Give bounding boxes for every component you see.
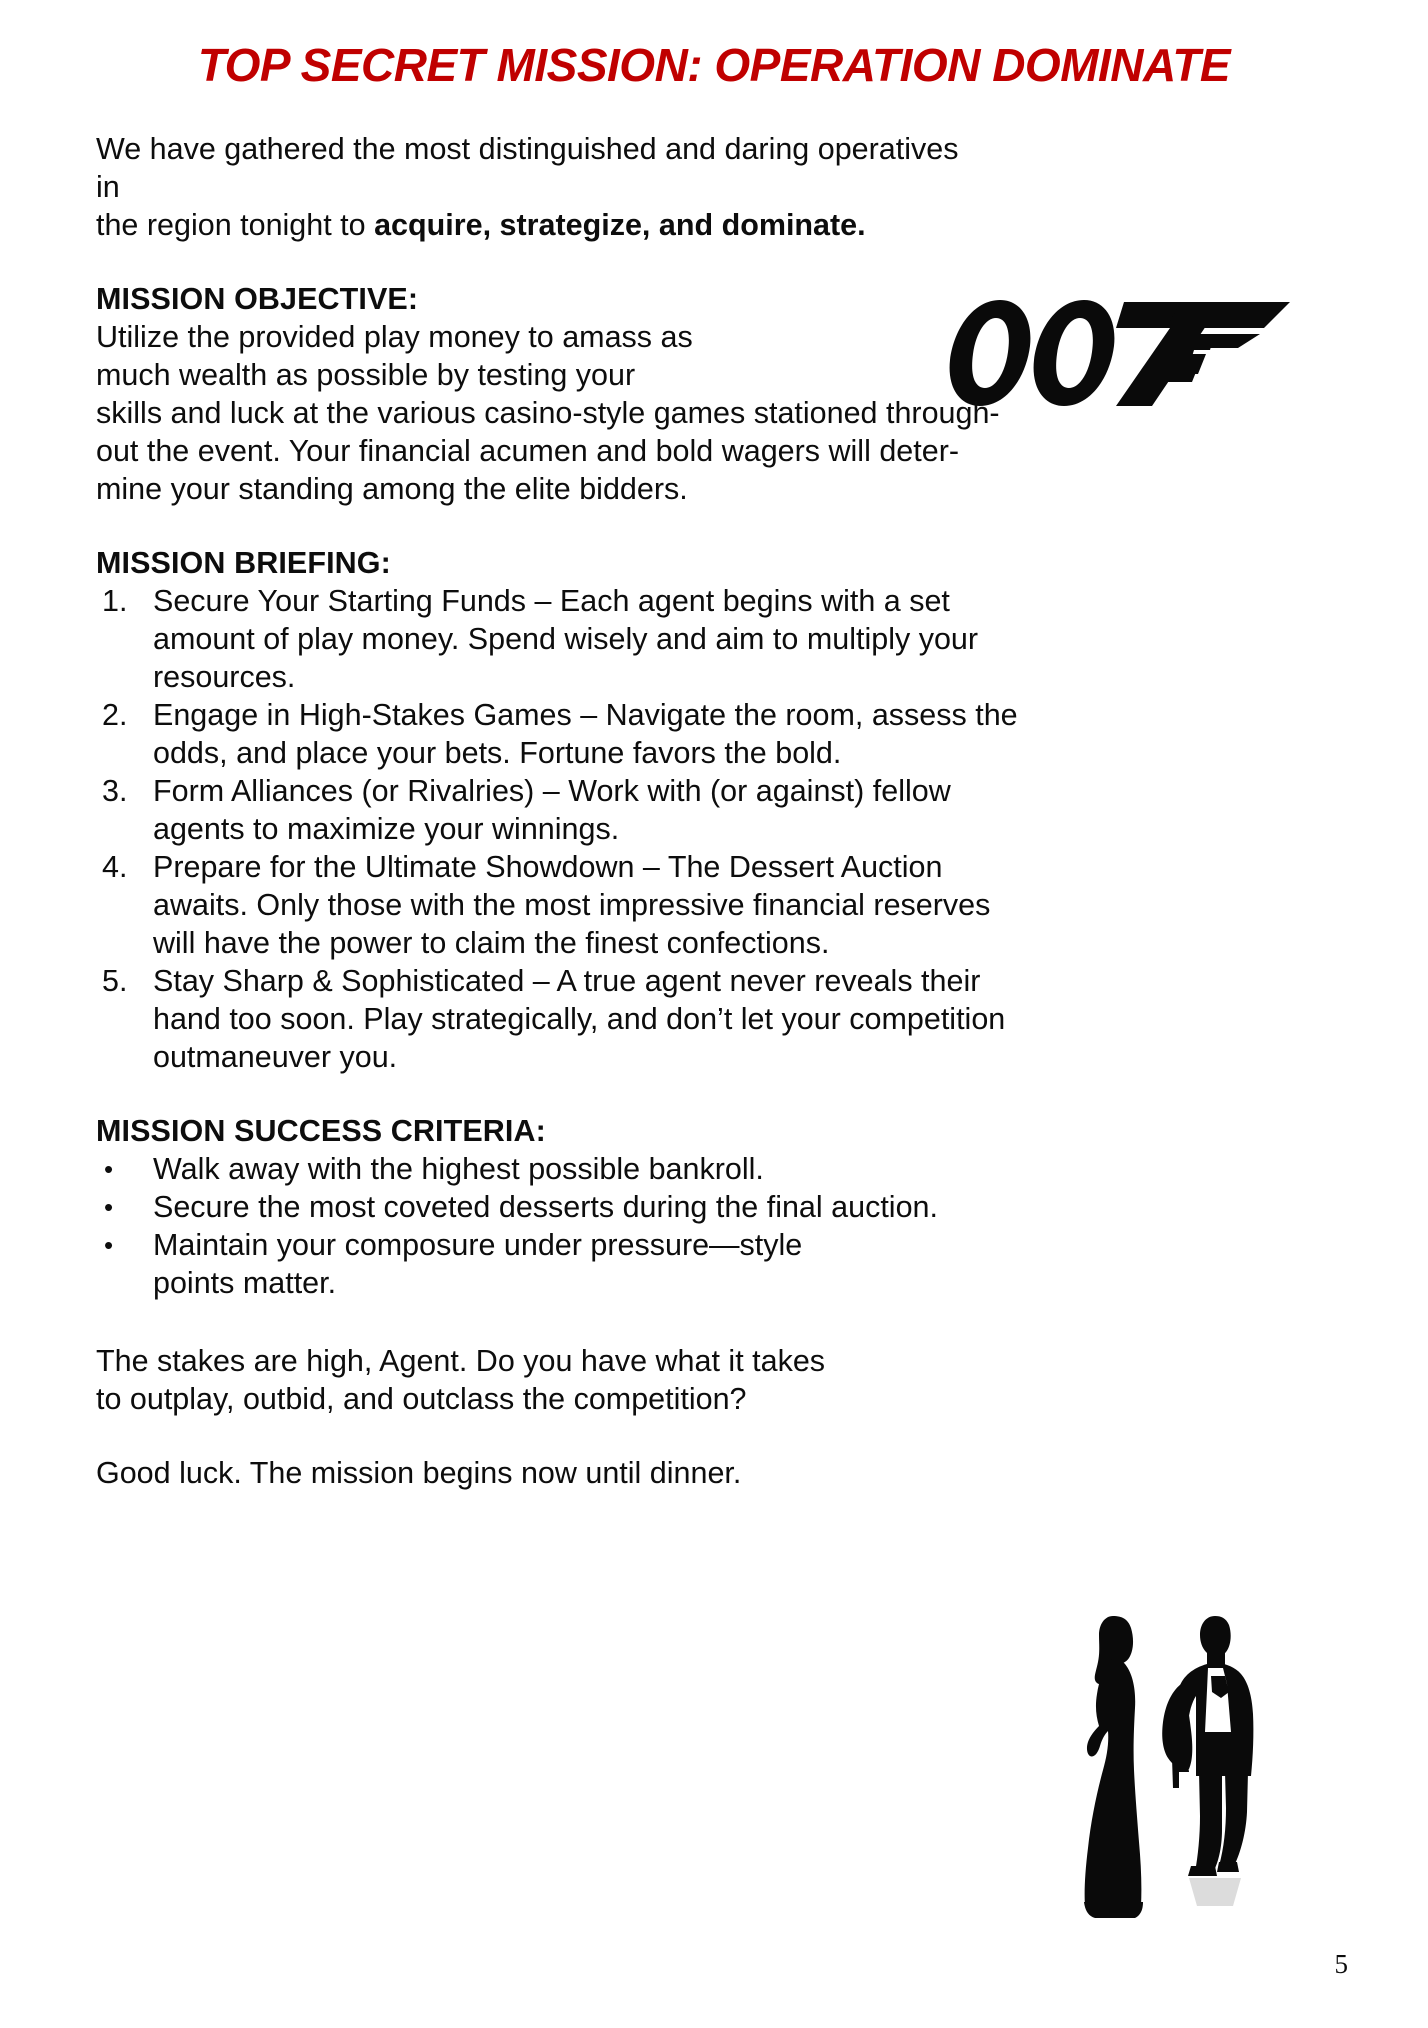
list-item-text: Secure the most coveted desserts during the final auction. [153, 1190, 938, 1224]
list-item-text: Walk away with the highest possible bankroll. [153, 1152, 764, 1186]
page-number: 5 [1334, 1949, 1348, 1979]
mission-briefing-heading: MISSION BRIEFING: [96, 546, 391, 580]
objective-line-3: skills and luck at the various casino-style games stationed through- [96, 396, 1000, 430]
intro-line-1: We have gathered the most distinguished and daring operatives in [96, 132, 959, 204]
closing-line-1: The stakes are high, Agent. Do you have what it takes [96, 1344, 826, 1378]
intro-line-2-bold: acquire, strategize, and dominate. [374, 208, 866, 242]
objective-line-5: mine your standing among the elite bidders. [96, 472, 688, 506]
objective-line-4: out the event. Your financial acumen and bold wagers will deter- [96, 434, 960, 468]
bullet-icon: • [104, 1154, 114, 1184]
mission-objective-heading: MISSION OBJECTIVE: [96, 282, 419, 316]
list-item-text: Maintain your composure under pressure—style points matter. [153, 1228, 803, 1300]
list-item-number: 2. [102, 698, 128, 732]
mission-success-criteria-list [96, 1150, 1026, 1302]
bullet-icon: • [104, 1230, 114, 1260]
list-item [96, 962, 1026, 1076]
woman-silhouette [1084, 1616, 1143, 1918]
list-item [96, 696, 1026, 772]
list-item-text: Engage in High-Stakes Games – Navigate the room, assess the odds, and place your bets. Fortune favors the bold. [153, 698, 1018, 770]
list-item-number: 4. [102, 850, 128, 884]
mission-objective-text-full [96, 394, 1026, 508]
page-title: TOP SECRET MISSION: OPERATION DOMINATE [197, 39, 1231, 91]
list-item-number: 3. [102, 774, 128, 808]
list-item-number: 1. [102, 584, 128, 618]
list-item [96, 1226, 1026, 1302]
spy-couple-silhouette [1055, 1580, 1345, 1930]
man-silhouette [1162, 1616, 1253, 1876]
closing-line-3: Good luck. The mission begins now until dinner. [96, 1456, 742, 1490]
list-item-text: Prepare for the Ultimate Showdown – The Dessert Auction awaits. Only those with the most impressive financial reserves will have the power to claim the finest confections. [153, 850, 991, 960]
objective-line-1: Utilize the provided play money to amass as [96, 320, 693, 354]
list-item [96, 772, 1026, 848]
list-item-text: Secure Your Starting Funds – Each agent begins with a set amount of play money. Spend wisely and aim to multiply your resources. [153, 584, 979, 694]
objective-line-2: much wealth as possible by testing your [96, 358, 636, 392]
mission-objective-text-narrow [96, 318, 696, 394]
list-item-text: Form Alliances (or Rivalries) – Work with (or against) fellow agents to maximize your winnings. [153, 774, 951, 846]
list-item [96, 848, 1026, 962]
closing-paragraph-1 [96, 1342, 986, 1418]
bullet-icon: • [104, 1192, 114, 1222]
closing-paragraph-2 [96, 1454, 986, 1492]
list-item-text: Stay Sharp & Sophisticated – A true agent never reveals their hand too soon. Play strategically, and don’t let your competition outmaneuver you. [153, 964, 1006, 1074]
document-body [96, 130, 1336, 1492]
intro-line-2-plain: the region tonight to [96, 208, 375, 242]
closing-line-2: to outplay, outbid, and outclass the competition? [96, 1382, 747, 1416]
mission-briefing-list [96, 582, 1026, 1076]
mission-success-criteria-heading: MISSION SUCCESS CRITERIA: [96, 1114, 546, 1148]
intro-paragraph [96, 130, 986, 244]
list-item-number: 5. [102, 964, 128, 998]
list-item [96, 582, 1026, 696]
list-item [96, 1188, 1026, 1226]
list-item [96, 1150, 1026, 1188]
